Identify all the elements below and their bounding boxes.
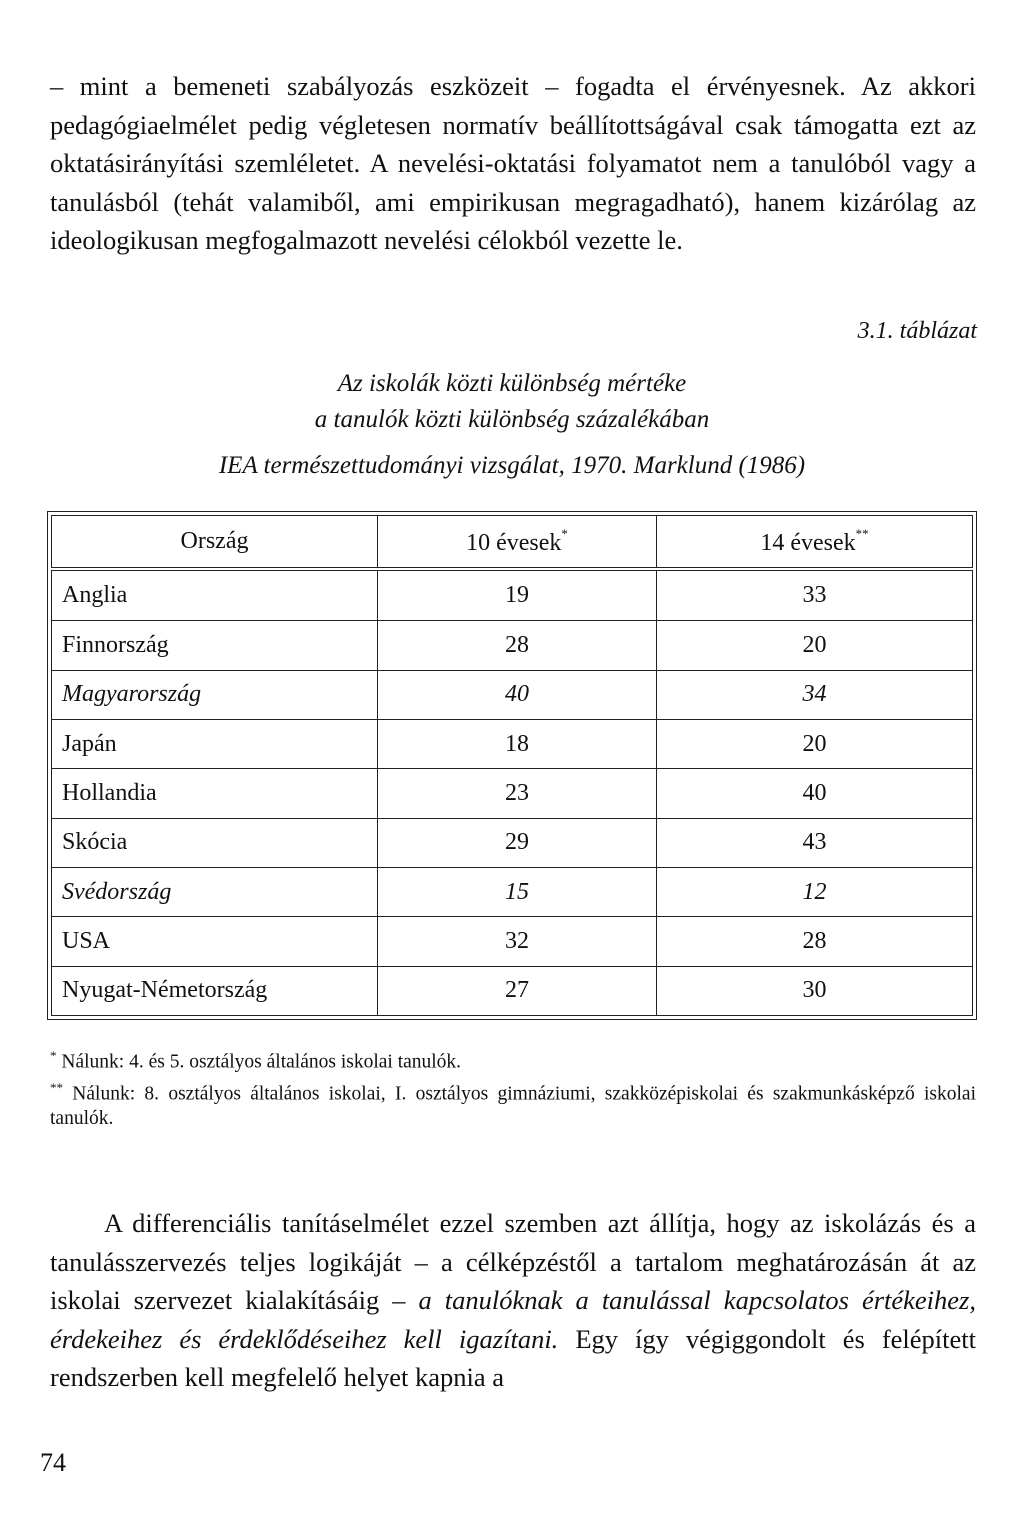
table-row xyxy=(52,818,973,867)
table-header-row xyxy=(52,516,973,570)
cell-age10: 32 xyxy=(378,917,657,966)
cell-country: Magyarország xyxy=(52,670,378,719)
cell-age14: 20 xyxy=(657,621,973,670)
caption-line-2: a tanulók közti különbség százalékában xyxy=(314,406,710,433)
data-table-frame xyxy=(47,511,977,1020)
table-row xyxy=(52,621,973,670)
caption-line-1: Az iskolák közti különbség mértéke xyxy=(337,370,687,397)
cell-age14: 12 xyxy=(657,868,973,917)
footnote-2: ** Nálunk: 8. osztályos általános iskolai, I. osztályos gimnáziumi, szakközépiskolai és szakmunkásképző iskolai tanulók. xyxy=(50,1079,976,1129)
table-row xyxy=(52,769,973,818)
table-number: 3.1. táblázat xyxy=(857,318,977,344)
footnote-mark-2: ** xyxy=(855,526,869,541)
header-age10: 10 évesek* xyxy=(378,516,657,570)
header-country: Ország xyxy=(52,516,378,570)
cell-country: Skócia xyxy=(52,818,378,867)
cell-country: Svédország xyxy=(52,868,378,917)
cell-age10: 40 xyxy=(378,670,657,719)
table-row xyxy=(52,720,973,769)
cell-country: Japán xyxy=(52,720,378,769)
footnote-1: * Nálunk: 4. és 5. osztályos általános iskolai tanulók. xyxy=(50,1048,462,1073)
cell-country: Hollandia xyxy=(52,769,378,818)
cell-age14: 43 xyxy=(657,818,973,867)
cell-age14: 28 xyxy=(657,917,973,966)
data-table xyxy=(51,515,973,1016)
table-caption xyxy=(0,366,1024,438)
cell-age10: 18 xyxy=(378,720,657,769)
table-row xyxy=(52,569,973,621)
cell-age10: 27 xyxy=(378,966,657,1015)
table-row xyxy=(52,670,973,719)
cell-country: Nyugat-Németország xyxy=(52,966,378,1015)
intro-paragraph: – mint a bemeneti szabályozás eszközeit – fogadta el érvényesnek. Az akkori pedagógiaelmélet pedig végletesen normatív beállítottságával csak támogatta ezt az oktatásirányítási szemléletet. A nevelési-oktatási folyamatot nem a tanulóból vagy a tanulásból (tehát valamiből, ami empirikusan megragadható), hanem kizárólag az ideologikusan megfogalmazott nevelési célokból vezette le. xyxy=(50,71,976,255)
table-row xyxy=(52,917,973,966)
cell-country: Anglia xyxy=(52,569,378,621)
cell-age14: 34 xyxy=(657,670,973,719)
table-row xyxy=(52,966,973,1015)
header-age14: 14 évesek** xyxy=(657,516,973,570)
cell-country: Finnország xyxy=(52,621,378,670)
footnotes xyxy=(50,1043,976,1131)
page-number: 74 xyxy=(40,1448,66,1477)
emphasis-text: a tanulóknak a tanulással kapcsolatos értékeihez, érdekeihez és érdeklődéseihez kell igazítani. xyxy=(50,1285,976,1354)
cell-country: USA xyxy=(52,917,378,966)
cell-age10: 29 xyxy=(378,818,657,867)
cell-age14: 40 xyxy=(657,769,973,818)
footnote-mark-1: * xyxy=(561,526,568,541)
table-row xyxy=(52,868,973,917)
body-paragraph: A differenciális tanításelmélet ezzel szemben azt állítja, hogy az iskolázás és a tanulásszervezés teljes logikáját – a célképzéstől a tartalom meghatározásán át az iskolai szervezet kialakításáig – a tanulóknak a tanulással kapcsolatos értékeihez, érdekeihez és érdeklődéseihez kell igazítani. Egy így végiggondolt és felépített rendszerben kell megfelelő helyet kapnia a xyxy=(50,1208,976,1392)
table-body xyxy=(52,569,973,1016)
cell-age10: 19 xyxy=(378,569,657,621)
cell-age10: 28 xyxy=(378,621,657,670)
cell-age14: 33 xyxy=(657,569,973,621)
cell-age10: 15 xyxy=(378,868,657,917)
cell-age14: 30 xyxy=(657,966,973,1015)
table-source: IEA természettudományi vizsgálat, 1970. Marklund (1986) xyxy=(218,452,806,479)
cell-age10: 23 xyxy=(378,769,657,818)
cell-age14: 20 xyxy=(657,720,973,769)
